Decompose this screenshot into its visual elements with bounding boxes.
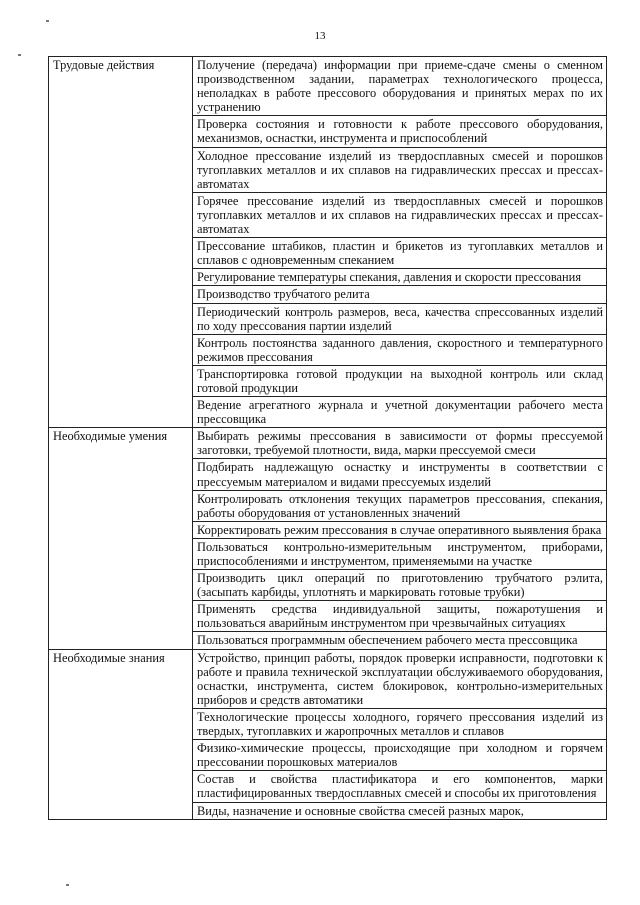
scan-speck <box>66 884 69 886</box>
description-cell: Производить цикл операций по приготовлению трубчатого рэлита, (засыпать карбиды, уплотнять и маркировать готовые трубки) <box>193 570 607 601</box>
scan-speck <box>46 20 49 22</box>
description-cell: Холодное прессование изделий из твердосплавных смесей и порошков тугоплавких металлов и их сплавов на гидравлических прессах и прессах-автоматах <box>193 147 607 192</box>
description-cell: Устройство, принцип работы, порядок проверки исправности, подготовки к работе и правила технической эксплуатации обслуживаемого оборудования, оснастки, инструмента, систем блокировок, контрольно-измерительных приборов и средств автоматики <box>193 649 607 708</box>
description-cell: Применять средства индивидуальной защиты, пожаротушения и пользоваться аварийным инструментом при чрезвычайных ситуациях <box>193 601 607 632</box>
scan-speck <box>18 54 21 56</box>
description-cell: Производство трубчатого релита <box>193 286 607 303</box>
table-row <box>49 428 607 459</box>
description-cell: Периодический контроль размеров, веса, качества спрессованных изделий по ходу прессования партии изделий <box>193 303 607 334</box>
description-cell: Прессование штабиков, пластин и брикетов из тугоплавких металлов и сплавов с одновременным спеканием <box>193 238 607 269</box>
description-cell: Регулирование температуры спекания, давления и скорости прессования <box>193 269 607 286</box>
description-cell: Выбирать режимы прессования в зависимости от формы прессуемой заготовки, требуемой плотности, вида, марки прессуемой смеси <box>193 428 607 459</box>
category-cell: Трудовые действия <box>49 57 193 428</box>
description-cell: Ведение агрегатного журнала и учетной документации рабочего места прессовщика <box>193 397 607 428</box>
category-cell: Необходимые знания <box>49 649 193 819</box>
description-cell: Пользоваться контрольно-измерительным инструментом, приборами, приспособлениями и инструментом, применяемыми на участке <box>193 538 607 569</box>
description-cell: Получение (передача) информации при приеме-сдаче смены о сменном производственном задании, параметрах технологического процесса, неполадках в работе прессового оборудования и принятых мерах по их устранению <box>193 57 607 116</box>
description-cell: Горячее прессование изделий из твердосплавных смесей и порошков тугоплавких металлов и их сплавов на гидравлических прессах и прессах-автоматах <box>193 192 607 237</box>
professional-standard-table <box>48 56 607 820</box>
description-cell: Контролировать отклонения текущих параметров прессования, спекания, работы оборудования от установленных значений <box>193 490 607 521</box>
description-cell: Контроль постоянства заданного давления, скоростного и температурного режимов прессования <box>193 334 607 365</box>
description-cell: Подбирать надлежащую оснастку и инструменты в соответствии с прессуемым материалом и видами прессуемых изделий <box>193 459 607 490</box>
page-number: 13 <box>314 30 326 42</box>
table-row <box>49 57 607 116</box>
description-cell: Пользоваться программным обеспечением рабочего места прессовщика <box>193 632 607 649</box>
description-cell: Транспортировка готовой продукции на выходной контроль или склад готовой продукции <box>193 365 607 396</box>
description-cell: Проверка состояния и готовности к работе прессового оборудования, механизмов, оснастки, инструмента и приспособлений <box>193 116 607 147</box>
description-cell: Корректировать режим прессования в случае оперативного выявления брака <box>193 521 607 538</box>
table-row <box>49 649 607 708</box>
description-cell: Физико-химические процессы, происходящие при холодном и горячем прессовании порошковых материалов <box>193 740 607 771</box>
description-cell: Технологические процессы холодного, горячего прессования изделий из твердых, тугоплавких и жаропрочных металлов и сплавов <box>193 708 607 739</box>
description-cell: Состав и свойства пластификатора и его компонентов, марки пластифицированных твердосплавных смесей и способы их приготовления <box>193 771 607 802</box>
description-cell: Виды, назначение и основные свойства смесей разных марок, <box>193 802 607 819</box>
category-cell: Необходимые умения <box>49 428 193 649</box>
